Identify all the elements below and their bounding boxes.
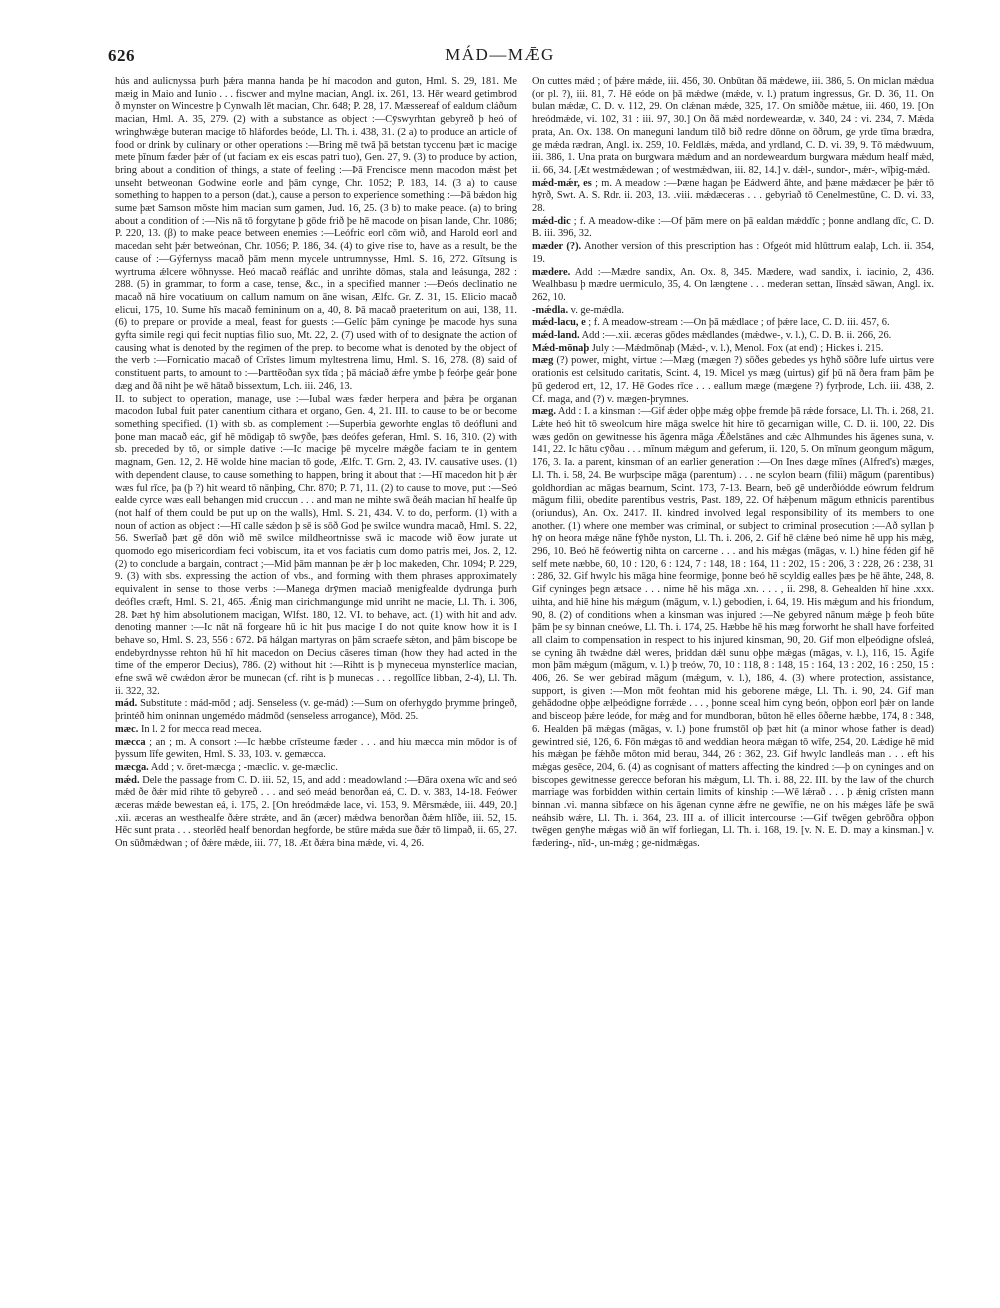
entry-text: Add :—Mædre sandix, An. Ox. 8, 345. Mædere, wad sandix, i. iacinio, 2, 436. Wealhbasu þ mædre uermiculo, 35, 4. On længtene . . . mederan settan, līnsǽd sāwan, Angl. ix. 262, 10. [532,266,934,303]
entry-headword: mæcca [115,736,146,748]
entry-text: July :—Mǽdmōnaþ (Mǽd-, v. l.), Menol. Fox (at end) ; Hickes i. 215. [589,342,884,354]
entry-text: ; f. A meadow-dike :—Of þām mere on þā ealdan mǽddīc ; þonne andlang dīc, C. D. B. iii. 396, 32. [532,215,934,240]
dictionary-entry [115,724,517,737]
dictionary-entry [532,317,934,330]
dictionary-entry [115,737,517,762]
entry-headword: mǽd-dic [532,215,571,227]
entry-text: Another version of this prescription has : Ofgeót mid hlūttrum ealaþ, Lch. ii. 354, 19. [532,241,934,265]
dictionary-entry [532,355,934,406]
entry-text: hús and aulicnyssa þurh þǽra manna handa þe hí macodon and guton, Hml. S. 29, 181. Me mæig in Maio and Iunio . . . fiscwer and mylne macian, Angl. ix. 261, 13. Hēr weard getimbrod ð mynster on Wincestre þ Cynwalh lēt macian, Chr. 648; P. 28, 17. Mæssereaf of ealdum cláðum macian, Hml. A. 35, 279. (2) with a substance as object :—Cȳswyrhtan gebyreð þ heó of wringhwǽge buteran macige tō hláfordes beóde, Ll. Th. i. 438, 31. (2 a) to produce an article of food or drink by culinary or other operations :—Bring mē twā þā betstan tyccenu þæt ic macige mete þīnum fæder þǽr of (ut faciam ex eis escas patri tuo), Gen. 27, 9. (3) to produce by action, bring about a condition of things, a state of feeling :—Þā Frencisce menn macodon mǽst þet unseht betweonan Godwine eorle and þām cynge, Chr. 1052; P. 183, 14. (3 a) to cause something to happen to a person (dat.), cause a person to experience something :—Þā bǽdon hig sume þæt Samson mōste him macian sum gamen, Jud. 16, 25. (3 b) to make peace. (a) to bring about a condition of :—Nis nā tō forgytane þ gōde frið þe hē macode on þisan lande, Chr. 1086; P. 220, 13. (β) to make peace between enemies :—Leófric eorl cōm wið, and Harold eorl and macedan seht þǽr betweónan, Chr. 1056; P. 186, 34. (4) to give rise to, have as a result, be the cause of :—Gýfernyss macað þām menn mycele untrumnysse, Hml. S. 16, 272. Gītsung is wyrtruma ǽlcere wōhnysse. Heó macað reáflác and unrihte dōmas, stala and leásunga, 282 : 288. (5) in grammar, to form a case, tense, &c., in a specified manner :—Ðeós declinatio ne macað nā hire vocatiuum on callum namum on āne wisan, Ælfc. Gr. Z. 31, 15. Elicio macað elicui, 175, 10. Sume hīs macað femininum on a, 40, 8. Þā macað praeteritum on aui, 138, 11. (6) to prepare or provide a meal, feast for guests :—Gelíc þām cyninge þe macode hys suna gyfta simile regi qui fecit nuptias filio suo, Mt. 22, 2. (7) used with of to designate the action of causing what is denoted by the regimen of the prep. to become what is denoted by the object of the verb :—Fornicatio macað of Crīstes limum myltestrena limu, Hml. S. 16, 278. (8) said of constituent parts, to amount to :—Þarttēoðan syx tīda ; þā máciað ǽfre ymbe þ feórþe geár þone dæg and ðā niht þe wē hātað bissextum, Lch. iii. 246, 13. [115,76,517,392]
entry-continuation [115,76,517,394]
entry-text: Add :—.xii. æceras gōdes mǽdlandes (mǽdwe-, v. l.), C. D. B. ii. 266, 26. [579,330,892,342]
dictionary-entry [115,698,517,723]
entry-headword: mæg. [532,406,556,418]
dictionary-entry [115,762,517,775]
entry-text: Add ; v. ōret-mæcga ; -mæclic. v. ge-mæclic. [148,761,338,773]
entry-headword: mæg [532,355,554,367]
entry-text: II. to subject to operation, manage, use :—Iubal wæs fæder herpera and þǽra þe organan macodon Iubal fuit pater canentium cithara et organo, Gen. 4, 21. III. to cause to be or become something specified. (1) with sb. as complement :—Superbia geworhte englas tō deófluni and þone man macað eác, gif hē mōdigaþ tō swȳðe, þæs deófes geferan, Hml. S. 16, 310. (2) with sb. preceded by tō, or simple dative :—Ic macige þē mycelre mǽgðe faciam te in gentem magnam, Gen. 12, 2. Hē wolde hine macian tō gode, Ælfc. T. Grn. 2, 43. IV. causative uses. (1) with dependent clause, to cause something to happen, bring it about that :—Hī macedon hit þ ǽr wæs ful rīce, þa (þ ?) hit weard tō nānþing, Chr. 870; P. 71, 11. (2) to cause to move, put :—Seó ealde cyrce wæs eall behangen mid cruccun . . . and man ne mihte swā ðeáh macian hī healfe ūp (not half of them could be put up on the walls), Hml. S. 21, 434. V. to do, perform. (1) with a noun of action as object :—Hī calle sǽdon þ sē is sōð God þe swilce wundra macað, Hml. S. 22, 56. Swerīað þæt gē dōn wið mē swilce mildheortnisse swā ic macode wið ēow jurate ut quomodo ego misericordiam feci vobiscum, ita et vos faciatis cum domo patris mei, Jos. 2, 12. (2) to conclude a bargain, contract ;—Mid þām mannan þe ǽr þ loc makeden, Chr. 1094; P. 229, 9. (3) with sbs. expressing the action of vbs., and forming with them phrases approximately equivalent in sense to those verbs :—Manega drȳmen maciað menigfealde dydrunga þurh deófles cræft, Hml. S. 21, 465. Ǽnig man cirichmangunge mid unriht ne macie, Ll. Th. i. 306, 28. Þæt hȳ him absolutionem macigan, Wlfst. 180, 12. VI. to behave, act. (1) with hit and adv. denoting manner :—Ic nāt nā forgeare hū ic hit þus macige I do not quite know how it is I behave so, Hml. S. 23, 556 : 672. Þā hálgan martyras on þām scraefe sǽton, and þām biscope be endebyrdnysse rehton hū hī hit macedon on Decius cāseres timan (how they had acted in the time of the emperor Decius), 786. (2) without hit :—Rihtt is þ myneceua mynsterlíce macian, efne swā wē cwǽdon ǽror be munecan (cf. riht is þ munecas . . . regollīce libban, 2-4), Ll. Th. ii. 322, 32. [115,393,517,697]
dictionary-entry [532,267,934,305]
dictionary-entry [532,406,934,851]
right-column [532,76,934,1298]
dictionary-entry [532,241,934,266]
entry-text: ; f. A meadow-stream :—On þā mǽdlace ; of þǽre lace, C. D. iii. 457, 6. [585,317,890,329]
dictionary-entry [532,305,934,318]
entry-text: In l. 2 for mecca read mecea. [138,723,262,735]
dictionary-entry [532,216,934,241]
entry-headword: mædere. [532,266,571,278]
dictionary-entry [115,775,517,851]
left-column [115,76,517,1298]
dictionary-entry [532,178,934,216]
entry-headword: Mǽd-mōnaþ [532,342,590,354]
entry-headword: mǽd-land. [532,330,580,342]
entry-headword: -mǽdla. [532,304,569,316]
entry-headword: mæder (?). [532,241,582,253]
entry-text: (?) power, might, virtue :—Mæg (mægen ?) sōðes gebedes ys hȳhð sōðre lufe uirtus vere orationis est celsitudo caritatis, Scint. 4, 19. Micel ys mæg (uirtus) gif þū nā ðera fram þām þe þū gederod ert, 12, 17. Hē Godes rīce . . . eallum mæge (mægene ?) fyrþrode, Lch. iii. 438, 2. Cf. maga, and (?) v. mægen-þrymnes. [532,355,934,405]
entry-text: ; m. A meadow :—Þæne hagan þe Eádwerd āhte, and þæne mǽdæcer þe þǽr tō hȳrð, Swt. A. S. Rdr. ii. 203, 13. .viii. mǽdæceras . . . gebyriað tō Cenelmestūne, C. D. vi. 33, 28. [532,177,934,215]
entry-text: v. ge-mǽdla. [568,304,624,316]
entry-text: On cuttes mǽd ; of þǽre mǽde, iii. 456, 30. Onbūtan ðā mǽdewe, iii. 386, 5. On miclan mǽdua (or pl. ?), iii. 81, 7. Hē eóde on þā mǽdwe (mǽde, v. l.) pratum ingressus, Gr. D. 36, 11. On bulan mǽdæ, C. D. v. 112, 29. On clǽnan mǽde, 325, 17. On smiððe mǽtue, iii. 460, 19. [On hreódmǽde, vi. 102, 31 : iii. 97, 30.] On ðā mǽd nordeweardæ, v. 340, 24 : vi. 234, 7. Mǽda prata, An. Ox. 138. On maneguni landum tilð bið redre dōnne on ōðrum, ge yrde tīma brædra, ge mǽda rædran, Angl. ix. 259, 10. Feldlǽs, mǽda, and yrdland, C. D. vi. 39, 9. Tō mǽdwuum, iii. 386, 1. Una prata on burgwara mǽdum and an nordeweardum burgwara mǽdum healf mǽd, ii. 66, 34. [Æt westmǽdewan ; of westmǽdwan, iii. 82, 14.] v. dǽl-, sundor-, mǽr-, wīþig-mǽd. [532,76,934,176]
entry-text: Dele the passage from C. D. iii. 52, 15, and add : meadowland :—Ðāra oxena wīc and seó mǽd ðe ðǽr mid rihte tō gebyreð . . . and seó meád benorðan eá, C. D. v. 383, 14-18. Feówer æceras mǽde bewestan eá, i. 175, 2. [On hreódmǽde lace, vi. 153, 9. Mērsmǽde, iii. 449, 20.] .xii. æceras an westhealfe ðǽre strǽte, and ān (æcer) mǽdwa benorðan ðǽm hlīðe, iii. 52, 15. Hēc sunt prata . . . steorlēd healf benordan hegforde, be stūre mǽda sue ðǽr tō limpað, ii. 65, 27. On sūðmǽdwan ; of ðǽre mǽde, iii. 77, 18. Æt ðǽra bina mǽde, vi. 4, 26. [115,774,517,850]
entry-headword: mǽd. [115,774,140,786]
entry-text: Add : I. a kinsman :—Gif ǽder oþþe mǽg oþþe fremde þā rǽde forsace, Ll. Th. i. 268, 21. Lǽte heó hit tō sweolcum hire māga swelce hit hire tō gecarnigan wille, C. D. ii. 100, 22. Dis wæs gedōn on gewitnesse his āgenra māga Ǽðelstānes and cǽc Alhmundes his āgenes suna, v. 141, 22. Ic hātu cȳðau . . . mīnum mǽgum and geferum, ii. 120, 5. On mīnum geongum māgum, 176, 3. Ia. a parent, kinsman of an earlier generation :—On Ines dæge mīnes (Alfred's) mæges, Ll. Th. i. 58, 24. Be wurþscipe māga (parentum) . . . ne scylon bearn (filii) māgum (parentibus) goldhordian ac māgas bearnum, Scint. 173, 7-13. Bearn, beō gē underðiódde eówrum feldrum māgum filii, obedite parentibus vestris, Past. 189, 22. Of hǽþenum māgum ethnicis parentibus (oriundus), An. Ox. 2417. II. kindred involved legal responsibility of its members to one another. (1) where one member was criminal, or subject to criminal prosecution :—Að syllan þ hȳ on heora mǽge nāne fȳhðe nyston, Ll. Th. i. 206, 2. Gif hē clǽne beó nime hē upp his mǽg, 296, 10. Beó hē feówertig nihta on carcerne . . . and his mǽgas (māgas, v. l.) hine féden gif hē self mete næbbe, 60, 10 : 120, 6 : 124, 7 : 148, 18 : 164, 11 : 202, 15 : 206, 3 : 228, 26 : 238, 31 : 286, 32. Gif hwylc his māga hine feormige, þonne beó hē scyldig ealles þæs þe hē āhte, 248, 8. Gif cyninges þegn ætsace . . . nime hē his māga .xn. . . . , ii. 298, 8. Gehealden hī hine .xxx. uihta, and hiē hine his mǽgum (māgum, v. l.) gebodien, i. 64, 19. His mǽgum and his friondum, 90, 8. (2) of conditions when a kinsman was injured :—Ne gebyred nānum mǽge þ feoh būte þām þe sy binnan cneówe, Ll. Th. i. 174, 25. Hæbbe hē his mæg forworht he shall have forfeited all claim to compensation in respect to his injured kinsman, 90, 20. Gif mon elþeódigne ofsleá, se cyning āh twǽdne dǽl weres, þriddan dǽl sunu oþþe mǽgas (māgas, v. l.), 116, 15. Āgife mon þām mǽgum (māgum, v. l.) þ treów, 70, 10 : 118, 8 : 148, 15 : 164, 13 : 202, 16 : 250, 15 : 406, 26. Se wer gebirad māgum (mǽgum, v. l.), 186, 4. (3) where protection, assistance, support, is given :—Mon mōt feohtan mid his geborene mǽge, Ll. Th. i. 90, 24. Gif man gehādodne oþþe ælþeódigne forrǽde . . . , þonne sceal him cyng beón, oþþon eorl þǽr on lande and bisceop þǽre leóde, for mǽg and for mundboran, būton hē elles ōðerne hæbbe, 174, 8 : 348, 6. Healden þā mǽgas (māgas, v. l.) þone frumstōl oþ þæt hit (a minor whose father is dead) gewintred sié, 126, 6. Fōn mǽgas tō and weddian heora mǽgan tō wīfe, 254, 20. Lǽdige hē mid his mǽgan þe fǽhðe mōton mid berau, 344, 26 : 362, 23. Gif hwylc landleás man . . . eft his mǽgas gesēce, 204, 6. (4) as cognisant of matters affecting the kindred :—þ on cyninges and on biscopes gewitnesse gerecce beforan his mǽgum, Ll. Th. i. 88, 22. III. by the law of the church marriage was forbidden within certain limits of kinship :—Wē lǽrað . . . þ ǽnig crīsten mann binnan .vi. manna sibfæce on his āgenan cynne ǽfre ne gewīfie, ne on his mǽges lāfe þe swā neáhsib wǽre, Ll. Th. i. 364, 23. III a. of illicit intercourse :—Gif twēgen gebrōðra oþþon twēgen genȳhe mǽgas wið ān wīf forliegan, Ll. Th. i. 168, 19. [v. N. E. D. may a kinsman.] v. fædering-, nīd-, un-mǽg ; ge-nidmǽgas. [532,406,934,850]
entry-headword: mæc. [115,723,139,735]
entry-headword: mád. [115,698,138,710]
entry-headword: mǽd-mǽr, es [532,177,592,189]
dictionary-entry [532,330,934,343]
entry-text: Substitute : mád-mōd ; adj. Senseless (v. ge-mád) :—Sum on oferhygdo þrymme þringeð, þrintéð him oninnan ungemédo mádmōd (senseless arrogance), Mōd. 25. [115,698,517,723]
running-head: MÁD—MǢG [445,45,555,64]
entry-headword: mǽd-lacu, e [532,317,586,329]
entry-continuation [115,394,517,699]
page-number: 626 [108,46,135,65]
entry-continuation [532,76,934,178]
entry-text: ; an ; m. A consort :—Ic hæbbe crīsteume fæder . . . and hiu mæcca min mōdor is of þyssum līfe gewiten, Hml. S. 33, 103. v. gemæcca. [115,736,517,761]
dictionary-entry [532,343,934,356]
entry-headword: mæcga. [115,761,149,773]
